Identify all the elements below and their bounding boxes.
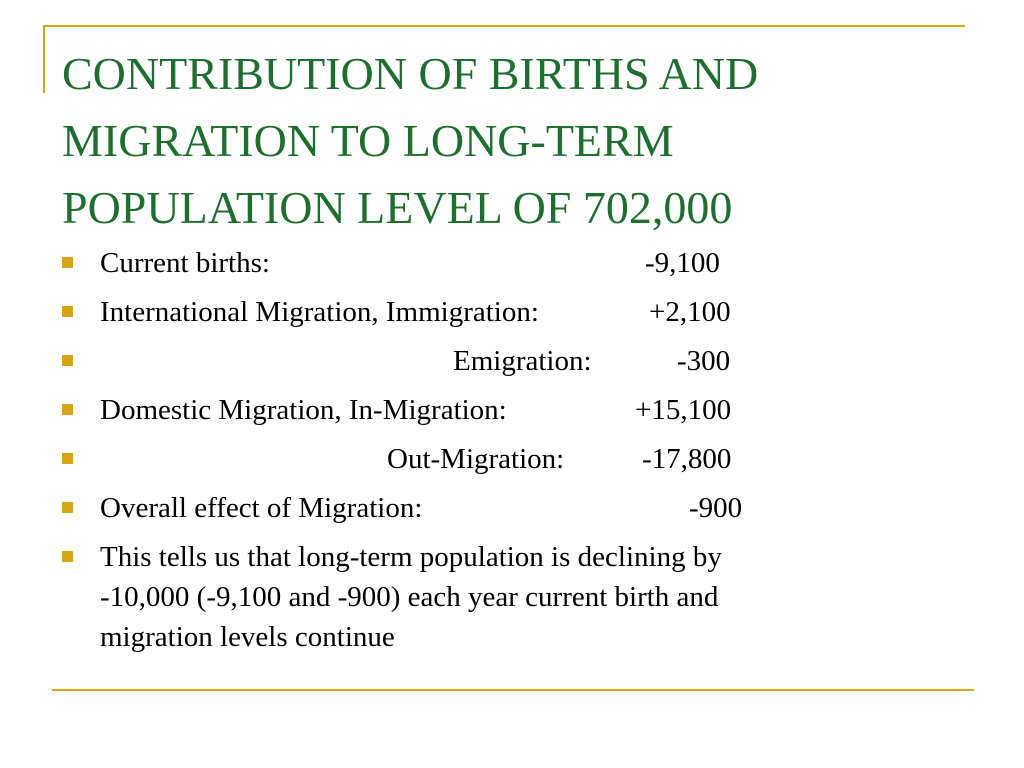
- list-item-out-migration: [62, 439, 962, 479]
- bullet-square-icon: [62, 257, 73, 268]
- title-line: POPULATION LEVEL OF 702,000: [62, 182, 733, 233]
- frame-vertical-rule: [43, 25, 45, 93]
- item-value: -900: [689, 492, 743, 524]
- item-label: International Migration, Immigration:: [100, 296, 539, 328]
- item-label: Current births:: [100, 247, 270, 279]
- list-item-current-births: [62, 243, 962, 283]
- list-item-conclusion: [62, 537, 962, 657]
- item-label: Emigration:: [453, 345, 592, 377]
- item-label: Out-Migration:: [387, 443, 565, 475]
- slide-title: [62, 40, 962, 241]
- item-value: -17,800: [642, 443, 732, 475]
- bullet-square-icon: [62, 453, 73, 464]
- bullet-square-icon: [62, 404, 73, 415]
- bullet-square-icon: [62, 355, 73, 366]
- item-label: Domestic Migration, In-Migration:: [100, 394, 507, 426]
- frame-top-rule: [43, 25, 965, 27]
- frame-bottom-rule: [52, 689, 974, 691]
- title-line: CONTRIBUTION OF BIRTHS AND: [62, 48, 759, 99]
- bullet-square-icon: [62, 551, 73, 562]
- bullet-square-icon: [62, 502, 73, 513]
- conclusion-line: migration levels continue: [100, 621, 395, 653]
- item-value: +2,100: [649, 296, 731, 328]
- item-value: -9,100: [645, 247, 720, 279]
- conclusion-text: [100, 537, 880, 657]
- bullet-square-icon: [62, 306, 73, 317]
- list-item-emigration: [62, 341, 962, 381]
- item-label: Overall effect of Migration:: [100, 492, 423, 524]
- title-line: MIGRATION TO LONG-TERM: [62, 115, 674, 166]
- conclusion-line: -10,000 (-9,100 and -900) each year current birth and: [100, 581, 719, 613]
- item-value: -300: [677, 345, 731, 377]
- list-item-immigration: [62, 292, 962, 332]
- conclusion-line: This tells us that long-term population is declining by: [100, 541, 722, 573]
- item-value: +15,100: [635, 394, 732, 426]
- list-item-in-migration: [62, 390, 962, 430]
- list-item-overall-effect: [62, 488, 962, 528]
